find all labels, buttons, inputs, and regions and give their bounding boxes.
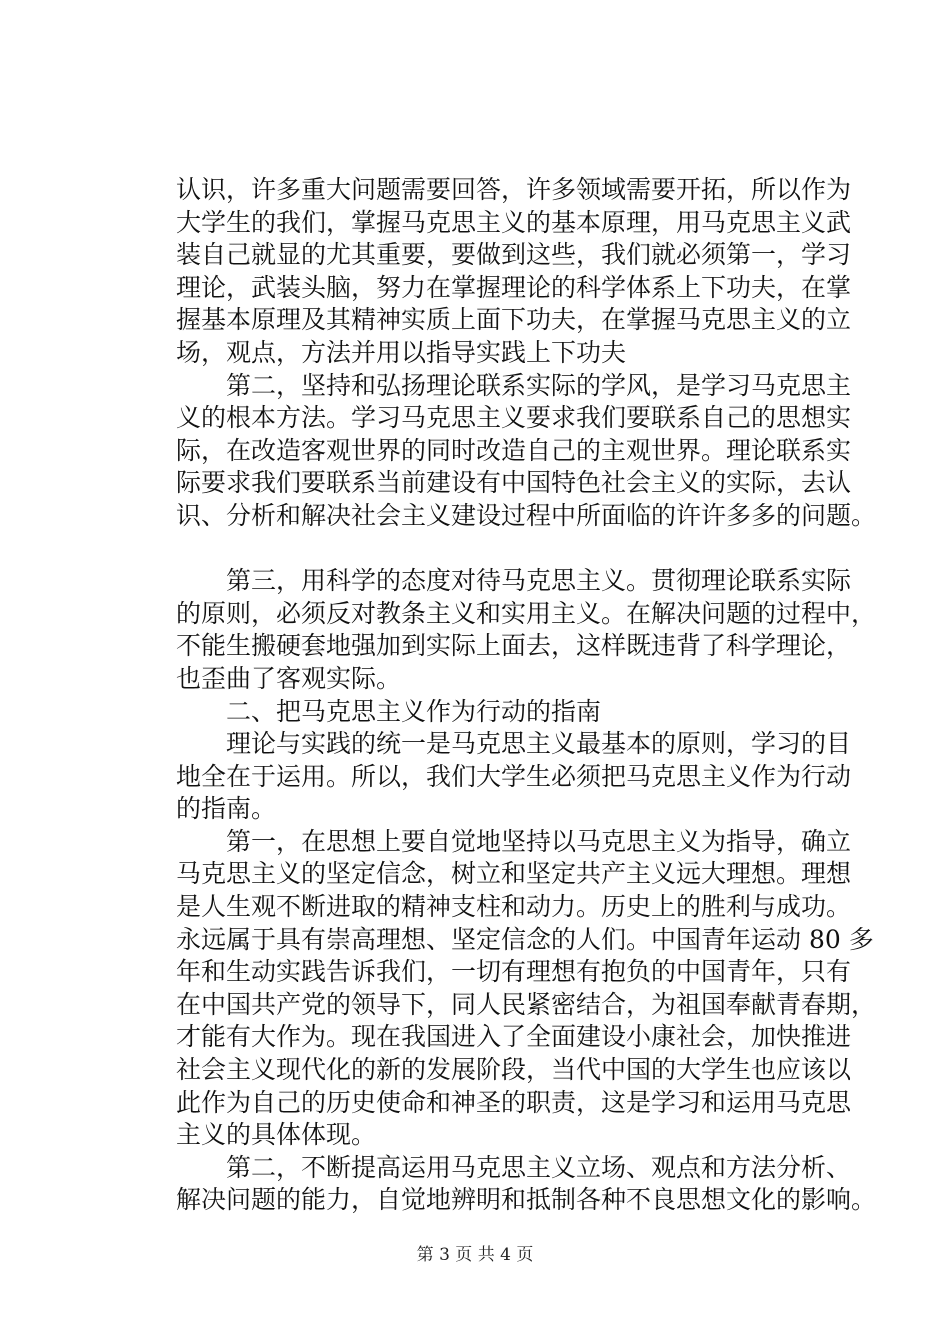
- text-line: 认识，许多重大问题需要回答，许多领域需要开拓，所以作为: [176, 175, 852, 204]
- text-line: 是人生观不断进取的精神支柱和动力。历史上的胜利与成功。: [176, 892, 852, 922]
- text-line: 理论，武装头脑，努力在掌握理论的科学体系上下功夫，在掌: [176, 272, 852, 302]
- text-line: 场，观点，方法并用以指导实践上下功夫: [176, 337, 627, 367]
- text-line: 年和生动实践告诉我们，一切有理想有抱负的中国青年，只有: [176, 957, 852, 987]
- blank-line: [176, 533, 836, 566]
- text-line: 不能生搬硬套地强加到实际上面去，这样既违背了科学理论，: [176, 631, 852, 661]
- paragraph-start-line: 第二，坚持和弘扬理论联系实际的学风，是学习马克思主: [226, 370, 852, 400]
- text-line: 永远属于具有崇高理想、坚定信念的人们。中国青年运动 80 多: [176, 924, 874, 954]
- paragraph-start-line: 第二，不断提高运用马克思主义立场、观点和方法分析、: [226, 1152, 852, 1182]
- text-line: 地全在于运用。所以，我们大学生必须把马克思主义作为行动: [176, 761, 852, 791]
- paragraph-start-line: 第三，用科学的态度对待马克思主义。贯彻理论联系实际: [226, 566, 852, 596]
- text-line: 此作为自己的历史使命和神圣的职责，这是学习和运用马克思: [176, 1087, 852, 1117]
- text-line: 主义的具体体现。: [176, 1120, 377, 1150]
- text-line: 马克思主义的坚定信念，树立和坚定共产主义远大理想。理想: [176, 859, 852, 889]
- text-line: 也歪曲了客观实际。: [176, 663, 402, 693]
- document-body: [176, 174, 877, 1217]
- text-line: 才能有大作为。现在我国进入了全面建设小康社会，加快推进: [176, 1022, 852, 1052]
- text-line: 握基本原理及其精神实质上面下功夫，在掌握马克思主义的立: [176, 305, 852, 335]
- text-line: 识、分析和解决社会主义建设过程中所面临的许许多多的问题。: [176, 500, 877, 530]
- text-line: 的指南。: [176, 794, 277, 824]
- section-heading: 二、把马克思主义作为行动的指南: [226, 696, 602, 726]
- text-line: 大学生的我们，掌握马克思主义的基本原理，用马克思主义武: [176, 207, 852, 237]
- paragraph-start-line: 理论与实践的统一是马克思主义最基本的原则，学习的目: [226, 729, 852, 759]
- text-line: 义的根本方法。学习马克思主义要求我们要联系自己的思想实: [176, 403, 852, 433]
- paragraph-start-line: 第一，在思想上要自觉地坚持以马克思主义为指导，确立: [226, 826, 852, 856]
- text-line: 际，在改造客观世界的同时改造自己的主观世界。理论联系实: [176, 435, 852, 465]
- text-line: 装自己就显的尤其重要，要做到这些，我们就必须第一，学习: [176, 240, 852, 270]
- text-line: 解决问题的能力，自觉地辨明和抵制各种不良思想文化的影响。: [176, 1185, 877, 1215]
- text-line: 在中国共产党的领导下，同人民紧密结合，为祖国奉献青春期，: [176, 989, 877, 1019]
- text-line: 际要求我们要联系当前建设有中国特色社会主义的实际，去认: [176, 468, 852, 498]
- text-line: 社会主义现代化的新的发展阶段，当代中国的大学生也应该以: [176, 1055, 852, 1085]
- page-footer: 第 3 页 共 4 页: [416, 1245, 534, 1265]
- text-line: 的原则，必须反对教条主义和实用主义。在解决问题的过程中，: [176, 598, 877, 628]
